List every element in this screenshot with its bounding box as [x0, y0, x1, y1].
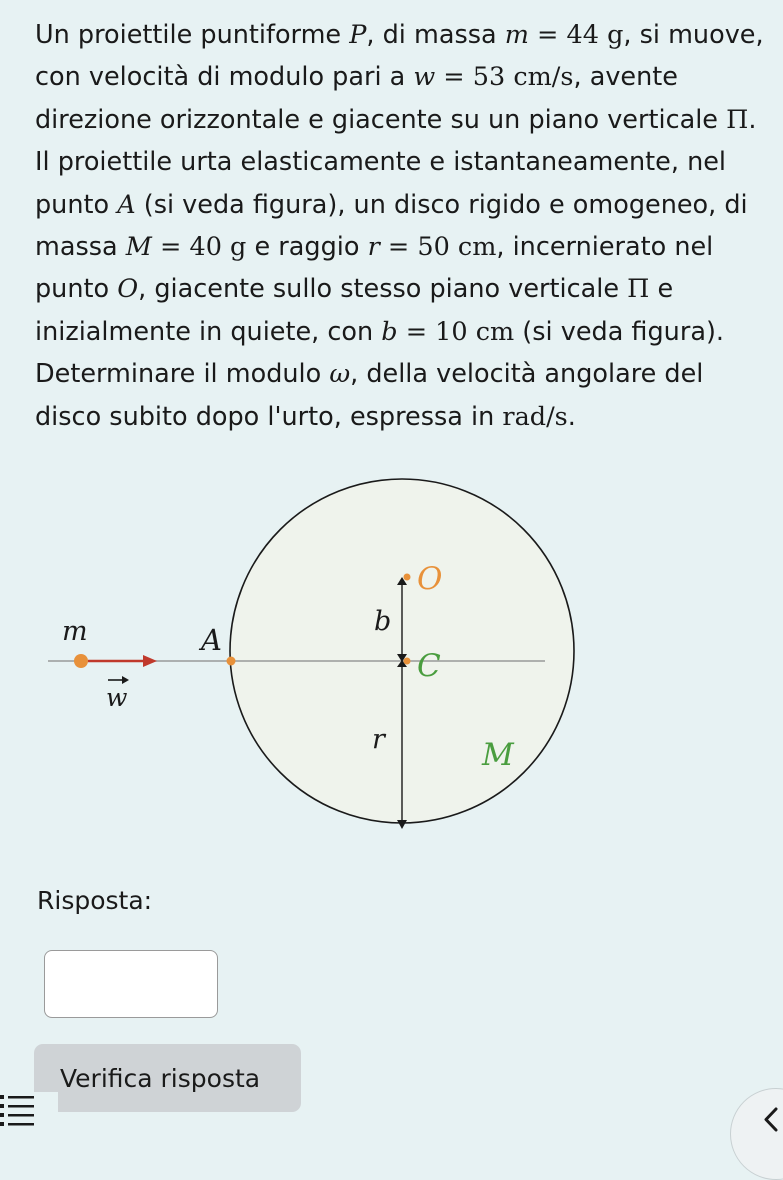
label-r: r	[372, 724, 385, 755]
label-A: A	[201, 623, 222, 657]
check-answer-button[interactable]: Verifica risposta	[34, 1044, 301, 1112]
chevron-left-icon[interactable]	[762, 1106, 780, 1133]
radius-arrowhead	[397, 820, 407, 829]
velocity-arrowhead	[143, 655, 157, 667]
answer-label: Risposta:	[37, 886, 153, 915]
label-C: C	[417, 648, 441, 684]
point-A	[227, 657, 236, 666]
disk-figure	[0, 478, 783, 838]
label-O: O	[417, 561, 443, 597]
problem-statement	[35, 14, 765, 438]
projectile-point	[74, 654, 88, 668]
point-O	[404, 574, 411, 581]
label-m: m	[62, 616, 88, 647]
point-C	[404, 658, 411, 665]
label-M: M	[482, 737, 514, 773]
problem-text: Un proiettile puntiforme P, di massa m = 44 g, si muove, con velocità di modulo pari a w = 53 cm/s, avente direzione orizzontale e giacente su un piano verticale Π. Il proiettile urta elasticamente e istantaneamente, nel punto A (si veda figura), un disco rigido e omogeneo, di massa M = 40 g e raggio r = 50 cm, incernierato nel punto O, giacente sullo stesso piano verticale Π e inizialmente in quiete, con b = 10 cm (si veda figura). Determinare il modulo ω, della velocità angolare del disco subito dopo l'urto, espressa in rad/s.	[35, 20, 764, 432]
label-b: b	[374, 606, 392, 637]
answer-input[interactable]	[44, 950, 218, 1018]
back-button[interactable]	[730, 1088, 783, 1180]
label-w: w	[106, 683, 128, 712]
list-icon[interactable]	[0, 1092, 58, 1133]
